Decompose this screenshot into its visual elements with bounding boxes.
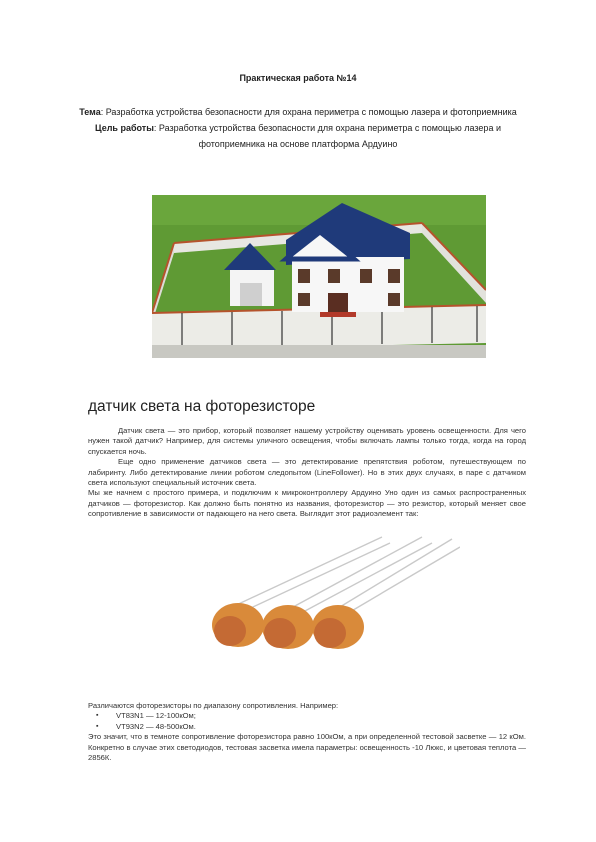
list-item [88,722,526,732]
list-item [88,711,526,721]
paragraph-1: Датчик света — это прибор, который позволяет нашему устройству оценивать уровень освещенности. Для чего нужен такой датчик? Например, для системы уличного освещения, чтобы включать лампы только тогда, когда на город спускается ночь. [88,426,526,456]
document-title: Практическая работа №14 [239,73,357,83]
bullet-icon: ▪ [96,712,99,720]
goal-label: Цель работы [95,123,154,133]
goal-text: : Разработка устройства безопасности для охрана периметра с помощью лазера и фотоприемника на основе платформа Ардуино [153,123,501,149]
list-item-text: VT93N2 — 48-500кОм. [116,721,196,731]
paragraph-2: Еще одно применение датчиков света — это детектирование препятствия роботом, путешествующем по лабиринту. Либо детектирование линии роботом следопытом (LineFollower). Но в этих двух случаях, в паре с датчиком света используют специальный источник света. [88,457,526,488]
final-paragraph: Это значит, что в темноте сопротивление фоторезистора равно 100кОм, а при определенной тестовой засветке — 12 кОм. Конкретно в случае этих светодиодов, тестовая засветка имела параметры: освещенность -10 Люкс, и цветовая теплота — 2856К. [88,732,526,763]
topic-label: Тема [79,107,101,117]
paragraph-3: Мы же начнем с простого примера, и подключим к микроконтроллеру Ардуино Уно один из самых распространенных датчиков — фоторезистор. Как должно быть понятно из названия, фоторезистор — это резистор, который меняет свое сопротивление в зависимости от падающего на него света. Выглядит этот радиоэлемент так: [88,488,526,519]
topic-text: : Разработка устройства безопасности для охрана периметра с помощью лазера и фотоприемника [100,107,517,117]
photoresistor-image [160,535,460,695]
house-perimeter-image [152,195,486,358]
resistance-list [88,711,526,732]
topic-line [70,104,526,120]
list-item-text: VT83N1 — 12-100кОм; [116,711,196,721]
photoresistor-illustration [160,535,460,695]
resistance-section [88,701,526,763]
resistance-intro: Различаются фоторезисторы по диапазону сопротивления. Например: [88,701,339,710]
bullet-icon: ▪ [96,722,99,730]
intro-paragraphs [88,426,526,520]
goal-line [70,120,526,152]
section-heading: датчик света на фоторезисторе [88,398,316,415]
house-perimeter-illustration [152,195,486,358]
topic-block [70,104,526,152]
